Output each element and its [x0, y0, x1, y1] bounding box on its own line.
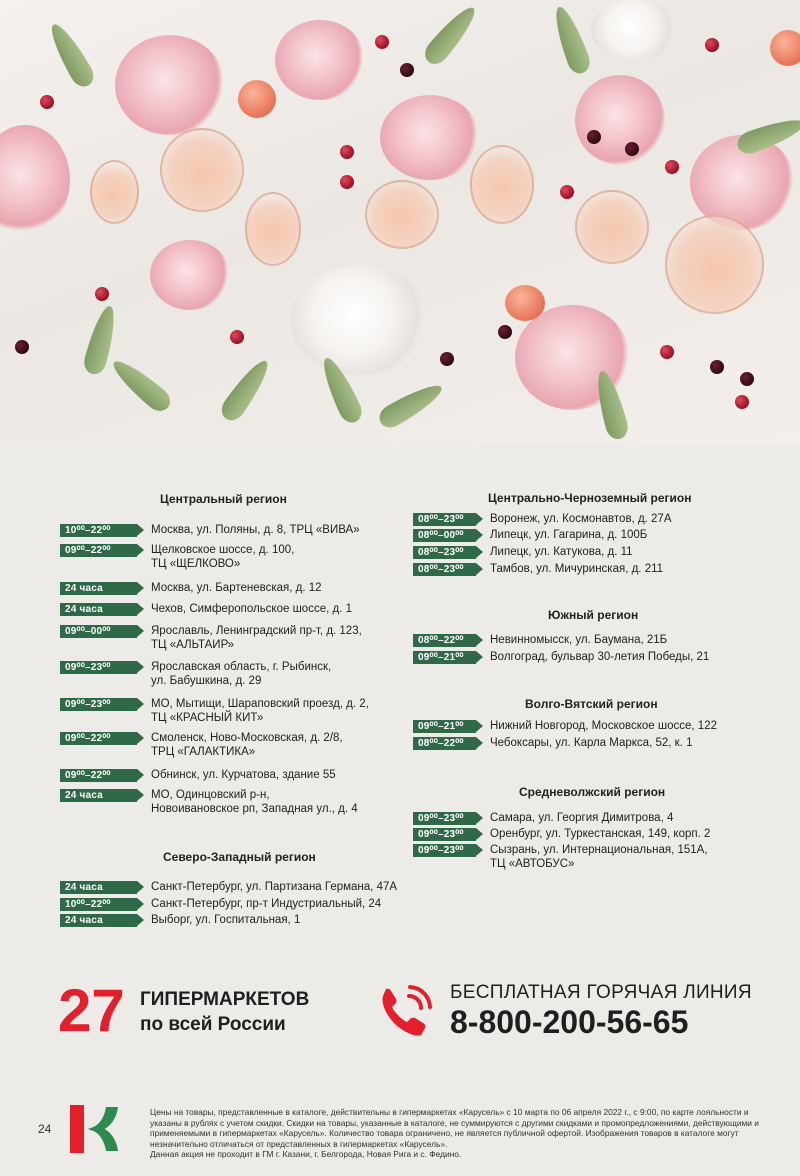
region-title: Волго-Вятский регион	[525, 697, 658, 711]
store-address: Невинномысск, ул. Баумана, 21Б	[490, 634, 668, 646]
peony-shape	[0, 125, 70, 235]
leaf-shape	[375, 378, 447, 432]
store-address: Москва, ул. Поляны, д. 8, ТРЦ «ВИВА»	[151, 524, 360, 536]
hours-badge	[413, 563, 476, 576]
store-address: Санкт-Петербург, пр-т Индустриальный, 24	[151, 898, 382, 910]
store-item	[413, 562, 663, 576]
hours-badge	[413, 546, 476, 559]
cherry-shape	[375, 35, 389, 49]
region-title: Северо-Западный регион	[163, 850, 316, 864]
hotline-label: БЕСПЛАТНАЯ ГОРЯЧАЯ ЛИНИЯ	[450, 982, 752, 1003]
leaf-shape	[420, 1, 482, 69]
phone-ringing-icon	[375, 982, 439, 1038]
cherry-shape	[230, 330, 244, 344]
cherry-dark-shape	[740, 372, 754, 386]
store-item	[60, 660, 331, 688]
cherry-dark-shape	[498, 325, 512, 339]
hours-text: 24 часа	[65, 790, 103, 801]
hours-badge	[60, 881, 137, 894]
hours-text: 08⁰⁰–00⁰⁰	[418, 530, 464, 541]
hypermarket-caption	[140, 987, 309, 1037]
disclaimer-paragraph: Цены на товары, представленные в каталоге, действительны в гипермаркетах «Карусель» с 10 марта по 06 апреля 2022 г., с 9:00, по карте лояльности и указаны в рублях с учетом скидки. Скидки на товары, указанные в каталоге, не суммируются с другими скидками и промопредложениями, действующими и применяемыми в гипермаркетах «Карусель». Количество товара ограничено, не является публичной офертой. Изображения товаров в каталоге могут незначительно отличаться от представленных в гипермаркетах «Карусель».	[150, 1107, 759, 1149]
store-address: МО, Мытищи, Шараповский проезд, д. 2, ТЦ «КРАСНЫЙ КИТ»	[151, 698, 369, 724]
hours-text: 24 часа	[65, 583, 103, 594]
store-item	[60, 731, 343, 759]
hours-badge	[60, 914, 137, 927]
hours-text: 09⁰⁰–23⁰⁰	[418, 845, 464, 856]
hours-badge	[60, 524, 137, 537]
hotline-number[interactable]: 8-800-200-56-65	[450, 1004, 689, 1040]
store-address: Сызрань, ул. Интернациональная, 151А, ТЦ «АВТОБУС»	[490, 844, 708, 870]
hours-text: 09⁰⁰–22⁰⁰	[65, 770, 111, 781]
karusel-k-logo	[68, 1103, 120, 1155]
hours-badge	[60, 582, 137, 595]
hours-badge	[413, 529, 476, 542]
hypermarket-caption-line1: ГИПЕРМАРКЕТОВ	[140, 989, 310, 1010]
peony-shape	[575, 75, 665, 165]
store-address: Самара, ул. Георгия Димитрова, 4	[490, 812, 674, 824]
store-address: Ярославль, Ленинградский пр-т, д. 123, ТЦ «АЛЬТАИР»	[151, 625, 362, 651]
cherry-shape	[660, 345, 674, 359]
hours-text: 09⁰⁰–23⁰⁰	[65, 699, 111, 710]
store-address: Тамбов, ул. Мичуринская, д. 211	[490, 563, 664, 575]
hours-text: 09⁰⁰–00⁰⁰	[65, 626, 111, 637]
cherry-shape	[705, 38, 719, 52]
wine-glass-shape	[575, 190, 649, 264]
hours-text: 09⁰⁰–23⁰⁰	[418, 813, 464, 824]
hours-badge	[413, 513, 476, 526]
peony-shape	[380, 95, 480, 180]
leaf-shape	[107, 354, 175, 416]
cherry-dark-shape	[400, 63, 414, 77]
store-address: Обнинск, ул. Курчатова, здание 55	[151, 769, 336, 781]
peony-white-shape	[290, 265, 430, 375]
wine-glass-shape	[365, 180, 439, 249]
hours-badge	[413, 651, 476, 664]
hours-text: 08⁰⁰–23⁰⁰	[418, 564, 464, 575]
store-address: Смоленск, Ново-Московская, д. 2/8, ТРЦ «ГАЛАКТИКА»	[151, 732, 343, 758]
cherry-shape	[735, 395, 749, 409]
store-address: Щелковское шоссе, д. 100, ТЦ «ЩЕЛКОВО»	[151, 544, 295, 570]
store-address: Санкт-Петербург, ул. Партизана Германа, 47А	[151, 881, 398, 893]
hours-text: 08⁰⁰–22⁰⁰	[418, 738, 464, 749]
peach-shape	[238, 80, 276, 118]
hero-photo	[0, 0, 800, 445]
peach-shape	[505, 285, 545, 321]
hours-badge	[413, 828, 476, 841]
store-address: Ярославская область, г. Рыбинск, ул. Бабушкина, д. 29	[151, 661, 332, 687]
hours-text: 09⁰⁰–23⁰⁰	[418, 829, 464, 840]
hours-badge	[413, 844, 476, 857]
cherry-shape	[340, 175, 354, 189]
cherry-shape	[665, 160, 679, 174]
store-item	[60, 880, 397, 894]
store-item	[60, 697, 369, 725]
hours-text: 09⁰⁰–21⁰⁰	[418, 721, 464, 732]
hours-text: 09⁰⁰–21⁰⁰	[418, 652, 464, 663]
leaf-shape	[44, 19, 98, 91]
region-title: Средневолжский регион	[519, 785, 666, 799]
store-item	[413, 843, 708, 871]
cherry-shape	[340, 145, 354, 159]
store-item	[60, 788, 358, 816]
hours-badge	[60, 625, 137, 638]
hours-text: 09⁰⁰–22⁰⁰	[65, 733, 111, 744]
hours-text: 09⁰⁰–23⁰⁰	[65, 662, 111, 673]
store-item	[413, 545, 633, 559]
store-item	[413, 512, 672, 526]
hours-badge	[60, 661, 137, 674]
hours-text: 08⁰⁰–23⁰⁰	[418, 547, 464, 558]
cherry-shape	[40, 95, 54, 109]
hours-text: 24 часа	[65, 604, 103, 615]
store-item	[413, 528, 647, 542]
cherry-shape	[95, 287, 109, 301]
store-item	[413, 650, 709, 664]
store-address: Москва, ул. Бартеневская, д. 12	[151, 582, 322, 594]
hours-badge	[60, 898, 137, 911]
cherry-dark-shape	[587, 130, 601, 144]
hours-badge	[60, 769, 137, 782]
store-address: Чехов, Симферопольское шоссе, д. 1	[151, 603, 352, 615]
leaf-shape	[549, 3, 594, 76]
store-address: МО, Одинцовский р-н, Новоивановское рп, Западная ул., д. 4	[151, 789, 358, 815]
store-item	[60, 543, 294, 571]
hours-text: 09⁰⁰–22⁰⁰	[65, 545, 111, 556]
hours-badge	[413, 737, 476, 750]
store-item	[413, 811, 673, 825]
store-item	[60, 768, 336, 782]
hours-badge	[60, 544, 137, 557]
hours-text: 10⁰⁰–22⁰⁰	[65, 525, 111, 536]
store-address: Волгоград, бульвар 30-летия Победы, 21	[490, 651, 710, 663]
peach-shape	[770, 30, 800, 66]
region-title: Центрально-Черноземный регион	[488, 491, 692, 505]
hours-text: 08⁰⁰–22⁰⁰	[418, 635, 464, 646]
region-title: Южный регион	[548, 608, 639, 622]
store-item	[413, 827, 710, 841]
hypermarket-caption-line2: по всей России	[140, 1014, 286, 1035]
store-address: Воронеж, ул. Космонавтов, д. 27А	[490, 513, 672, 525]
cherry-dark-shape	[15, 340, 29, 354]
store-item	[60, 581, 322, 595]
hours-badge	[60, 789, 137, 802]
hours-badge	[60, 732, 137, 745]
peony-shape	[150, 240, 230, 310]
wine-glass-shape	[160, 128, 244, 212]
wine-glass-shape	[470, 145, 534, 224]
store-address: Нижний Новгород, Московское шоссе, 122	[490, 720, 717, 732]
store-address: Оренбург, ул. Туркестанская, 149, корп. 2	[490, 828, 711, 840]
legal-disclaimer	[150, 1107, 780, 1160]
store-address: Чебоксары, ул. Карла Маркса, 52, к. 1	[490, 737, 693, 749]
leaf-shape	[217, 355, 275, 425]
store-address: Выборг, ул. Госпитальная, 1	[151, 914, 301, 926]
cherry-dark-shape	[710, 360, 724, 374]
hours-badge	[413, 720, 476, 733]
cherry-shape	[560, 185, 574, 199]
hours-text: 24 часа	[65, 882, 103, 893]
wine-glass-shape	[665, 215, 764, 314]
hours-text: 10⁰⁰–22⁰⁰	[65, 899, 111, 910]
wine-glass-shape	[245, 192, 301, 266]
cherry-dark-shape	[625, 142, 639, 156]
hours-badge	[413, 812, 476, 825]
disclaimer-paragraph: Данная акция не проходит в ГМ г. Казани, г. Белгорода, Новая Рига и с. Федино.	[150, 1149, 462, 1160]
store-item	[413, 736, 692, 750]
store-item	[60, 602, 352, 616]
peony-shape	[275, 20, 365, 100]
store-item	[60, 897, 381, 911]
store-address: Липецк, ул. Катукова, д. 11	[490, 546, 633, 558]
hours-text: 24 часа	[65, 915, 103, 926]
store-address: Липецк, ул. Гагарина, д. 100Б	[490, 529, 648, 541]
hours-text: 08⁰⁰–23⁰⁰	[418, 514, 464, 525]
cherry-dark-shape	[440, 352, 454, 366]
peony-shape	[115, 35, 225, 135]
hours-badge	[60, 698, 137, 711]
hours-badge	[60, 603, 137, 616]
page-number: 24	[38, 1122, 52, 1136]
region-title: Центральный регион	[160, 492, 287, 506]
store-item	[60, 913, 300, 927]
store-item	[413, 633, 667, 647]
hours-badge	[413, 634, 476, 647]
wine-glass-shape	[90, 160, 139, 224]
store-item	[60, 523, 360, 537]
store-item	[413, 719, 717, 733]
peony-white-shape	[590, 0, 680, 60]
hypermarket-count: 27	[58, 977, 125, 1044]
store-item	[60, 624, 362, 652]
